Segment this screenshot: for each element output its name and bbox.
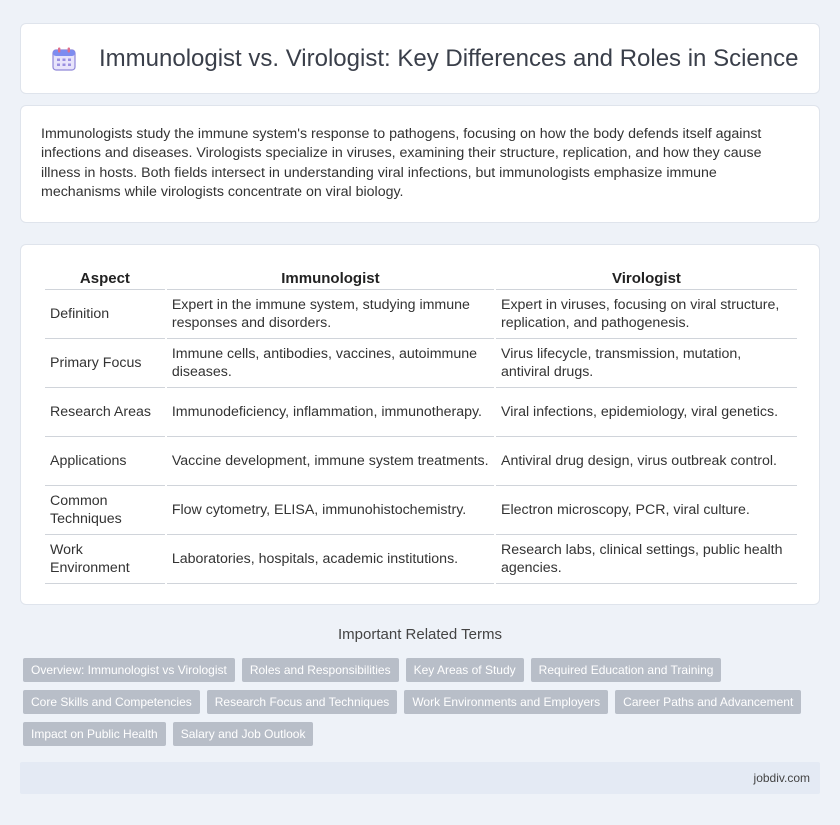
tag-education[interactable]: Required Education and Training (531, 658, 722, 682)
immunologist-cell: Laboratories, hospitals, academic institutions. (167, 535, 494, 584)
virologist-cell: Research labs, clinical settings, public health agencies. (496, 535, 797, 584)
related-terms-title: Important Related Terms (338, 626, 502, 643)
virologist-cell: Virus lifecycle, transmission, mutation, antiviral drugs. (496, 339, 797, 388)
intro-card (20, 105, 820, 223)
aspect-cell: Work Environment (45, 535, 165, 584)
virologist-cell: Antiviral drug design, virus outbreak control. (496, 437, 797, 486)
tag-key-areas[interactable]: Key Areas of Study (406, 658, 524, 682)
table-row (45, 290, 797, 339)
aspect-cell: Research Areas (45, 388, 165, 437)
tag-row (23, 658, 823, 682)
immunologist-cell: Vaccine development, immune system treatments. (167, 437, 494, 486)
immunologist-cell: Immunodeficiency, inflammation, immunotherapy. (167, 388, 494, 437)
header-card (20, 23, 820, 94)
table-row (45, 388, 797, 437)
table-row (45, 437, 797, 486)
tag-career-paths[interactable]: Career Paths and Advancement (615, 690, 801, 714)
table-header-row (45, 265, 797, 290)
header-aspect: Aspect (45, 265, 165, 290)
tag-work-environments[interactable]: Work Environments and Employers (404, 690, 608, 714)
aspect-cell: Definition (45, 290, 165, 339)
virologist-cell: Electron microscopy, PCR, viral culture. (496, 486, 797, 535)
header-virologist: Virologist (496, 265, 797, 290)
virologist-cell: Viral infections, epidemiology, viral genetics. (496, 388, 797, 437)
footer-site-link[interactable]: jobdiv.com (753, 771, 810, 785)
footer (20, 762, 820, 794)
page-title: Immunologist vs. Virologist: Key Differences and Roles in Science (99, 44, 799, 72)
aspect-cell: Applications (45, 437, 165, 486)
table-row (45, 339, 797, 388)
tag-research-focus[interactable]: Research Focus and Techniques (207, 690, 398, 714)
tag-overview[interactable]: Overview: Immunologist vs Virologist (23, 658, 235, 682)
tag-row (23, 722, 823, 746)
immunologist-cell: Flow cytometry, ELISA, immunohistochemistry. (167, 486, 494, 535)
related-terms-tags (23, 658, 823, 754)
intro-paragraph: Immunologists study the immune system's response to pathogens, focusing on how the body defends itself against infections and diseases. Virologists specialize in viruses, examining their structure, replication, and how they cause illness in hosts. Both fields intersect in understanding viral infections, but immunologists emphasize immune mechanisms while virologists concentrate on viral biology. (41, 126, 762, 201)
aspect-cell: Common Techniques (45, 486, 165, 535)
tag-core-skills[interactable]: Core Skills and Competencies (23, 690, 200, 714)
tag-public-health[interactable]: Impact on Public Health (23, 722, 166, 746)
tag-roles[interactable]: Roles and Responsibilities (242, 658, 399, 682)
table-row (45, 486, 797, 535)
table-row (45, 535, 797, 584)
header-immunologist: Immunologist (167, 265, 494, 290)
virologist-cell: Expert in viruses, focusing on viral structure, replication, and pathogenesis. (496, 290, 797, 339)
tag-salary[interactable]: Salary and Job Outlook (173, 722, 314, 746)
tag-row (23, 690, 823, 714)
immunologist-cell: Expert in the immune system, studying immune responses and disorders. (167, 290, 494, 339)
comparison-card (20, 244, 820, 605)
aspect-cell: Primary Focus (45, 339, 165, 388)
calendar-icon (51, 46, 77, 72)
comparison-table (43, 265, 799, 584)
immunologist-cell: Immune cells, antibodies, vaccines, autoimmune diseases. (167, 339, 494, 388)
